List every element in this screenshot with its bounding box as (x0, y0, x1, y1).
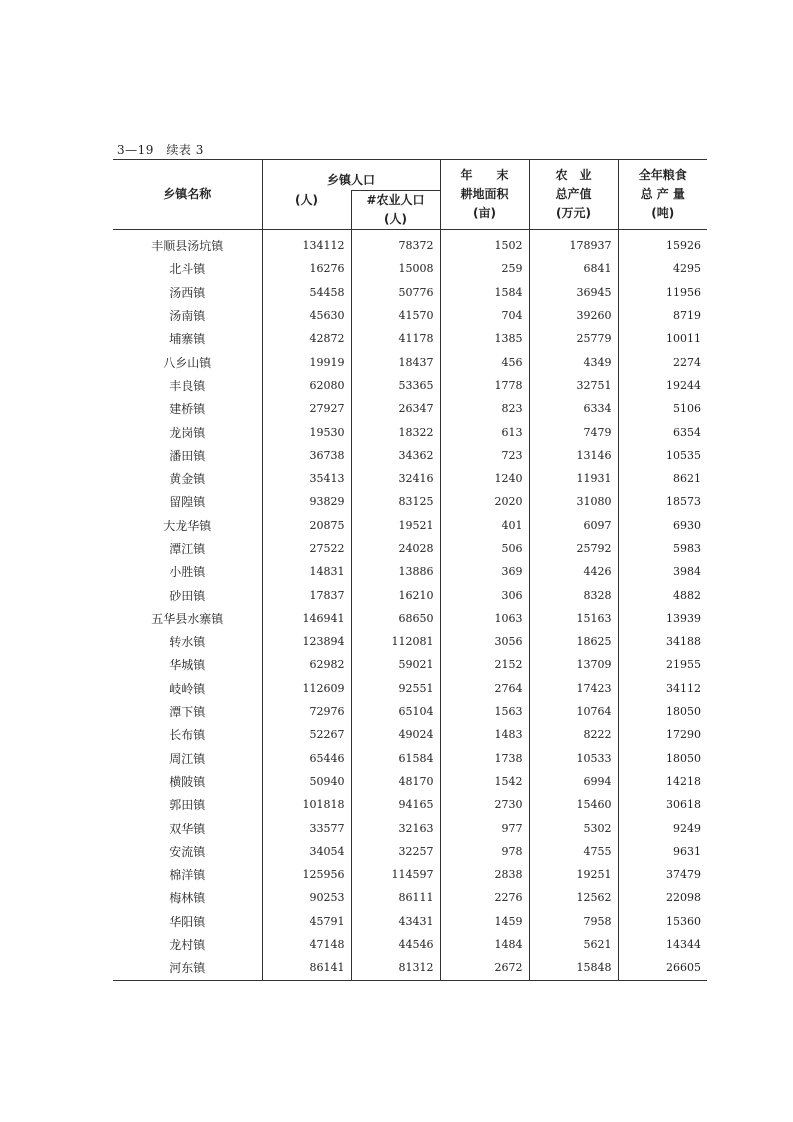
agri-output-value-cell: 8328 (529, 583, 618, 606)
population-cell: 62982 (262, 653, 351, 676)
town-name-cell: 潘田镇 (169, 448, 206, 463)
agri-population-cell: 48170 (351, 770, 440, 793)
town-name-cell: 双华镇 (169, 821, 206, 836)
grain-output-cell: 6354 (618, 420, 707, 443)
agri-output-value-cell: 32751 (529, 374, 618, 397)
town-name-cell: 岐岭镇 (169, 681, 206, 696)
town-name-cell: 丰良镇 (169, 378, 206, 393)
population-cell: 93829 (262, 490, 351, 513)
population-cell: 36738 (262, 444, 351, 467)
agri-population-cell: 13886 (351, 560, 440, 583)
header-grain-output (618, 160, 707, 230)
population-cell: 45630 (262, 304, 351, 327)
population-cell: 35413 (262, 467, 351, 490)
grain-output-cell: 4295 (618, 257, 707, 280)
grain-output-cell: 6930 (618, 514, 707, 537)
header-agri-output-value (529, 160, 618, 230)
agri-output-value-cell: 12562 (529, 886, 618, 909)
town-name-cell: 横陂镇 (169, 774, 206, 789)
grain-output-cell: 5106 (618, 397, 707, 420)
population-cell: 20875 (262, 514, 351, 537)
table-row (113, 863, 707, 886)
header-grain-output-line2: 总 产 量 (640, 187, 685, 201)
cultivated-land-cell: 723 (440, 444, 529, 467)
population-cell: 19530 (262, 420, 351, 443)
header-cultivated-land-line1: 年 末 (460, 168, 509, 182)
table-row (113, 467, 707, 490)
grain-output-cell: 18050 (618, 700, 707, 723)
cultivated-land-cell: 306 (440, 583, 529, 606)
table-row (113, 723, 707, 746)
header-town-name (113, 160, 262, 230)
agri-output-value-cell: 4426 (529, 560, 618, 583)
town-name-cell: 留隍镇 (169, 495, 206, 510)
population-cell: 14831 (262, 560, 351, 583)
grain-output-cell: 37479 (618, 863, 707, 886)
table-row (113, 490, 707, 513)
cultivated-land-cell: 2672 (440, 956, 529, 980)
agri-population-cell: 19521 (351, 514, 440, 537)
agri-output-value-cell: 36945 (529, 281, 618, 304)
grain-output-cell: 8621 (618, 467, 707, 490)
header-agri-population-unit: (人) (384, 212, 407, 226)
grain-output-cell: 3984 (618, 560, 707, 583)
cultivated-land-cell: 1778 (440, 374, 529, 397)
population-cell: 27522 (262, 537, 351, 560)
grain-output-cell: 10011 (618, 327, 707, 350)
agri-population-cell: 94165 (351, 793, 440, 816)
table-row (113, 350, 707, 373)
population-cell: 42872 (262, 327, 351, 350)
town-name-cell: 周江镇 (169, 751, 206, 766)
agri-population-cell: 61584 (351, 747, 440, 770)
agri-population-cell: 15008 (351, 257, 440, 280)
grain-output-cell: 15926 (618, 230, 707, 258)
header-agri-output-value-unit: (万元) (556, 206, 591, 220)
agri-population-cell: 41178 (351, 327, 440, 350)
town-name-cell: 郭田镇 (169, 798, 206, 813)
cultivated-land-cell: 1240 (440, 467, 529, 490)
town-name-cell: 潭下镇 (169, 705, 206, 720)
cultivated-land-cell: 1483 (440, 723, 529, 746)
table-row (113, 886, 707, 909)
grain-output-cell: 2274 (618, 350, 707, 373)
grain-output-cell: 34188 (618, 630, 707, 653)
cultivated-land-cell: 2276 (440, 886, 529, 909)
agri-output-value-cell: 10533 (529, 747, 618, 770)
population-cell: 45791 (262, 910, 351, 933)
cultivated-land-cell: 2152 (440, 653, 529, 676)
cultivated-land-cell: 1738 (440, 747, 529, 770)
agri-output-value-cell: 5621 (529, 933, 618, 956)
cultivated-land-cell: 506 (440, 537, 529, 560)
agri-population-cell: 68650 (351, 607, 440, 630)
table-row (113, 374, 707, 397)
cultivated-land-cell: 1459 (440, 910, 529, 933)
header-cultivated-land-line2: 耕地面积 (460, 187, 509, 201)
grain-output-cell: 11956 (618, 281, 707, 304)
town-name-cell: 汤南镇 (169, 309, 206, 324)
agri-output-value-cell: 178937 (529, 230, 618, 258)
header-population-label: 乡镇人口 (327, 173, 376, 187)
agri-output-value-cell: 31080 (529, 490, 618, 513)
agri-population-cell: 65104 (351, 700, 440, 723)
agri-population-cell: 44546 (351, 933, 440, 956)
table-row (113, 607, 707, 630)
table-row (113, 281, 707, 304)
town-name-cell: 潭江镇 (169, 542, 206, 556)
header-population (262, 160, 440, 191)
town-name-cell: 龙村镇 (169, 938, 206, 953)
agri-output-value-cell: 25792 (529, 537, 618, 560)
cultivated-land-cell: 1563 (440, 700, 529, 723)
town-name-cell: 建桥镇 (169, 402, 206, 417)
cultivated-land-cell: 704 (440, 304, 529, 327)
population-cell: 112609 (262, 677, 351, 700)
population-cell: 19919 (262, 350, 351, 373)
header-population-unit-cell (262, 191, 351, 230)
grain-output-cell: 9631 (618, 840, 707, 863)
cultivated-land-cell: 259 (440, 257, 529, 280)
cultivated-land-cell: 2764 (440, 677, 529, 700)
agri-output-value-cell: 7479 (529, 420, 618, 443)
grain-output-cell: 9249 (618, 816, 707, 839)
town-name-cell: 长布镇 (169, 728, 206, 743)
table-row (113, 910, 707, 933)
town-statistics-table (113, 159, 707, 981)
header-town-name-label: 乡镇名称 (163, 187, 212, 201)
table-row (113, 514, 707, 537)
population-cell: 62080 (262, 374, 351, 397)
grain-output-cell: 8719 (618, 304, 707, 327)
agri-output-value-cell: 10764 (529, 700, 618, 723)
agri-output-value-cell: 5302 (529, 816, 618, 839)
table-row (113, 840, 707, 863)
town-name-cell: 砂田镇 (169, 588, 206, 603)
table-row (113, 230, 707, 258)
cultivated-land-cell: 978 (440, 840, 529, 863)
header-agri-population-label: #农业人口 (366, 193, 425, 207)
cultivated-land-cell: 3056 (440, 630, 529, 653)
table-caption: 3—19 续表 3 (117, 143, 204, 157)
grain-output-cell: 5983 (618, 537, 707, 560)
town-name-cell: 华阳镇 (169, 914, 206, 929)
table-row (113, 444, 707, 467)
population-cell: 27927 (262, 397, 351, 420)
agri-output-value-cell: 39260 (529, 304, 618, 327)
header-grain-output-unit: (吨) (651, 206, 675, 220)
cultivated-land-cell: 1385 (440, 327, 529, 350)
agri-population-cell: 49024 (351, 723, 440, 746)
population-cell: 134112 (262, 230, 351, 258)
grain-output-cell: 4882 (618, 583, 707, 606)
agri-output-value-cell: 6097 (529, 514, 618, 537)
header-agri-population (351, 191, 440, 230)
agri-output-value-cell: 6334 (529, 397, 618, 420)
town-name-cell: 大龙华镇 (163, 518, 212, 533)
grain-output-cell: 13939 (618, 607, 707, 630)
town-name-cell: 汤西镇 (169, 285, 206, 300)
cultivated-land-cell: 1584 (440, 281, 529, 304)
agri-population-cell: 18322 (351, 420, 440, 443)
header-population-unit: (人) (295, 192, 318, 207)
town-name-cell: 华城镇 (169, 658, 206, 673)
grain-output-cell: 18573 (618, 490, 707, 513)
town-name-cell: 梅林镇 (169, 891, 206, 906)
grain-output-cell: 10535 (618, 444, 707, 467)
table-row (113, 770, 707, 793)
agri-output-value-cell: 19251 (529, 863, 618, 886)
cultivated-land-cell: 613 (440, 420, 529, 443)
town-name-cell: 八乡山镇 (163, 355, 212, 370)
cultivated-land-cell: 401 (440, 514, 529, 537)
population-cell: 101818 (262, 793, 351, 816)
table-row (113, 397, 707, 420)
agri-population-cell: 24028 (351, 537, 440, 560)
town-name-cell: 埔寨镇 (169, 332, 206, 347)
table-row (113, 793, 707, 816)
agri-population-cell: 78372 (351, 230, 440, 258)
cultivated-land-cell: 1542 (440, 770, 529, 793)
town-name-cell: 安流镇 (169, 844, 206, 859)
agri-population-cell: 59021 (351, 653, 440, 676)
agri-population-cell: 112081 (351, 630, 440, 653)
town-name-cell: 小胜镇 (169, 565, 206, 580)
agri-population-cell: 16210 (351, 583, 440, 606)
agri-population-cell: 32416 (351, 467, 440, 490)
table-row (113, 956, 707, 980)
agri-output-value-cell: 15460 (529, 793, 618, 816)
agri-output-value-cell: 11931 (529, 467, 618, 490)
agri-population-cell: 53365 (351, 374, 440, 397)
agri-population-cell: 81312 (351, 956, 440, 980)
table-row (113, 560, 707, 583)
agri-output-value-cell: 18625 (529, 630, 618, 653)
agri-population-cell: 32257 (351, 840, 440, 863)
table-row (113, 816, 707, 839)
table-row (113, 304, 707, 327)
table-row (113, 747, 707, 770)
agri-output-value-cell: 6994 (529, 770, 618, 793)
town-name-cell: 黄金镇 (169, 472, 206, 487)
cultivated-land-cell: 1484 (440, 933, 529, 956)
table-body (113, 230, 707, 981)
table-row (113, 700, 707, 723)
agri-population-cell: 34362 (351, 444, 440, 467)
town-name-cell: 五华县水寨镇 (151, 611, 224, 626)
grain-output-cell: 14344 (618, 933, 707, 956)
cultivated-land-cell: 1063 (440, 607, 529, 630)
grain-output-cell: 34112 (618, 677, 707, 700)
population-cell: 50940 (262, 770, 351, 793)
table-row (113, 677, 707, 700)
town-name-cell: 北斗镇 (169, 262, 206, 277)
agri-output-value-cell: 15848 (529, 956, 618, 980)
population-cell: 54458 (262, 281, 351, 304)
population-cell: 47148 (262, 933, 351, 956)
population-cell: 146941 (262, 607, 351, 630)
table-row (113, 257, 707, 280)
cultivated-land-cell: 823 (440, 397, 529, 420)
grain-output-cell: 15360 (618, 910, 707, 933)
table-row (113, 653, 707, 676)
population-cell: 17837 (262, 583, 351, 606)
population-cell: 90253 (262, 886, 351, 909)
grain-output-cell: 19244 (618, 374, 707, 397)
grain-output-cell: 18050 (618, 747, 707, 770)
population-cell: 72976 (262, 700, 351, 723)
agri-population-cell: 92551 (351, 677, 440, 700)
table-row (113, 537, 707, 560)
agri-output-value-cell: 13146 (529, 444, 618, 467)
cultivated-land-cell: 977 (440, 816, 529, 839)
cultivated-land-cell: 456 (440, 350, 529, 373)
cultivated-land-cell: 2020 (440, 490, 529, 513)
agri-population-cell: 18437 (351, 350, 440, 373)
grain-output-cell: 14218 (618, 770, 707, 793)
cultivated-land-cell: 2730 (440, 793, 529, 816)
table-row (113, 583, 707, 606)
agri-population-cell: 32163 (351, 816, 440, 839)
town-name-cell: 丰顺县汤坑镇 (151, 239, 224, 254)
header-grain-output-line1: 全年粮食 (638, 168, 687, 182)
agri-output-value-cell: 15163 (529, 607, 618, 630)
grain-output-cell: 21955 (618, 653, 707, 676)
cultivated-land-cell: 2838 (440, 863, 529, 886)
agri-population-cell: 86111 (351, 886, 440, 909)
town-name-cell: 龙岗镇 (169, 425, 206, 440)
agri-output-value-cell: 17423 (529, 677, 618, 700)
header-cultivated-land (440, 160, 529, 230)
population-cell: 65446 (262, 747, 351, 770)
cultivated-land-cell: 1502 (440, 230, 529, 258)
agri-output-value-cell: 4349 (529, 350, 618, 373)
town-name-cell: 河东镇 (113, 956, 262, 980)
grain-output-cell: 26605 (618, 956, 707, 980)
grain-output-cell: 17290 (618, 723, 707, 746)
header-agri-output-value-line2: 总产值 (555, 187, 592, 201)
table-row (113, 933, 707, 956)
agri-output-value-cell: 4755 (529, 840, 618, 863)
agri-population-cell: 114597 (351, 863, 440, 886)
cultivated-land-cell: 369 (440, 560, 529, 583)
agri-output-value-cell: 7958 (529, 910, 618, 933)
agri-population-cell: 26347 (351, 397, 440, 420)
grain-output-cell: 22098 (618, 886, 707, 909)
population-cell: 125956 (262, 863, 351, 886)
table-row (113, 420, 707, 443)
header-cultivated-land-unit: (亩) (473, 206, 496, 220)
table-row (113, 630, 707, 653)
population-cell: 123894 (262, 630, 351, 653)
agri-population-cell: 41570 (351, 304, 440, 327)
agri-output-value-cell: 13709 (529, 653, 618, 676)
agri-output-value-cell: 8222 (529, 723, 618, 746)
agri-output-value-cell: 6841 (529, 257, 618, 280)
grain-output-cell: 30618 (618, 793, 707, 816)
population-cell: 16276 (262, 257, 351, 280)
agri-population-cell: 83125 (351, 490, 440, 513)
population-cell: 34054 (262, 840, 351, 863)
agri-population-cell: 50776 (351, 281, 440, 304)
table-row (113, 327, 707, 350)
header-agri-output-value-line1: 农 业 (555, 168, 592, 182)
town-name-cell: 转水镇 (169, 635, 206, 650)
agri-population-cell: 43431 (351, 910, 440, 933)
population-cell: 52267 (262, 723, 351, 746)
town-name-cell: 棉洋镇 (169, 868, 206, 883)
population-cell: 86141 (262, 956, 351, 980)
table-header (113, 160, 707, 230)
agri-output-value-cell: 25779 (529, 327, 618, 350)
population-cell: 33577 (262, 816, 351, 839)
